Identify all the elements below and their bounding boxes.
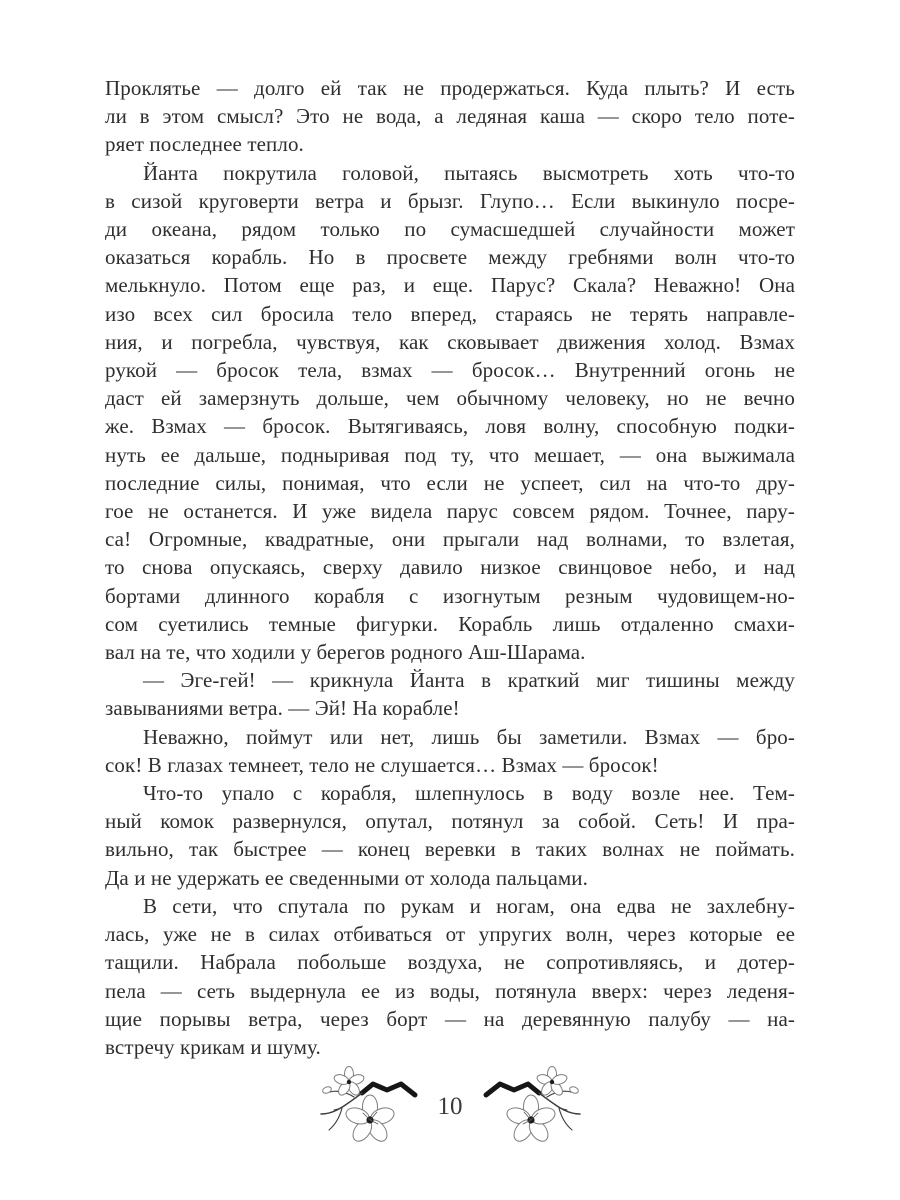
text-line: гое не останется. И уже видела парус совсем рядом. Точнее, пару- <box>105 499 795 524</box>
page-footer <box>105 1063 795 1149</box>
text-line: ный комок развернулся, опутал, потянул за собой. Сеть! И пра- <box>105 809 795 834</box>
blossom-branch-ornament-left <box>318 1065 418 1147</box>
text-line: же. Взмах — бросок. Вытягиваясь, ловя волну, способную подки- <box>105 414 795 439</box>
text-line: — Эге-гей! — крикнула Йанта в краткий миг тишины между <box>143 668 795 693</box>
blossom-branch-ornament-right <box>483 1065 583 1147</box>
text-line: Проклятье — долго ей так не продержаться. Куда плыть? И есть <box>105 76 795 100</box>
paragraph <box>105 779 795 892</box>
paragraph <box>105 666 795 722</box>
paragraph <box>105 74 795 159</box>
text-line: оказаться корабль. Но в просвете между гребнями волн что-то <box>105 245 795 270</box>
text-line: пела — сеть выдернула ее из воды, потянула вверх: через леденя- <box>105 978 795 1003</box>
text-line: последние силы, понимая, что если не успеет, сил на что-то дру- <box>105 470 795 495</box>
text-line: вильно, так быстрее — конец веревки в таких волнах не поймать. <box>105 837 795 862</box>
text-line: ния, и погребла, чувствуя, как сковывает движения холод. Взмах <box>105 329 795 354</box>
text-line: изо всех сил бросила тело вперед, стараясь не терять направле- <box>105 301 795 326</box>
text-line: вал на те, что ходили у берегов родного Аш-Шарама. <box>105 640 586 665</box>
text-line: в сизой круговерти ветра и брызг. Глупо… Если выкинуло посре- <box>105 188 795 213</box>
text-line: ли в этом смысл? Это не вода, а ледяная каша — скоро тело поте- <box>105 104 795 129</box>
text-line: Что-то упало с корабля, шлепнулось в воду возле нее. Тем- <box>143 781 795 806</box>
text-line: В сети, что спутала по рукам и ногам, она едва не захлебну- <box>143 893 795 918</box>
paragraph <box>105 159 795 667</box>
paragraph <box>105 723 795 779</box>
text-line: завываниями ветра. — Эй! На корабле! <box>105 696 460 721</box>
text-line: ряет последнее тепло. <box>105 132 304 157</box>
text-line: Да и не удержать ее сведенными от холода пальцами. <box>105 865 588 890</box>
text-block <box>105 74 795 1061</box>
text-line: са! Огромные, квадратные, они прыгали над волнами, то взлетая, <box>105 527 795 552</box>
text-line: ди океана, рядом только по сумасшедшей случайности может <box>105 217 795 242</box>
text-line: сом суетились темные фигурки. Корабль лишь отдаленно смахи- <box>105 611 795 636</box>
text-line: то снова опускаясь, сверху давило низкое свинцовое небо, и над <box>105 555 795 580</box>
paragraph <box>105 892 795 1061</box>
text-line: тащили. Набрала побольше воздуха, не сопротивляясь, и дотер- <box>105 950 795 975</box>
text-line: рукой — бросок тела, взмах — бросок… Внутренний огонь не <box>105 358 795 383</box>
text-line: Неважно, поймут или нет, лишь бы заметили. Взмах — бро- <box>143 724 795 749</box>
page-number: 10 <box>437 1092 463 1120</box>
text-line: Йанта покрутила головой, пытаясь высмотреть хоть что-то <box>143 160 795 185</box>
text-line: даст ей замерзнуть дольше, чем обычному человеку, но не вечно <box>105 386 795 411</box>
text-line: щие порывы ветра, через борт — на деревянную палубу — на- <box>105 1006 795 1031</box>
text-line: мелькнуло. Потом еще раз, и еще. Парус? Скала? Неважно! Она <box>105 273 795 298</box>
text-line: сок! В глазах темнеет, тело не слушается… Взмах — бросок! <box>105 752 659 777</box>
text-line: бортами длинного корабля с изогнутым резным чудовищем-но- <box>105 583 795 608</box>
text-line: нуть ее дальше, подныривая под ту, что мешает, — она выжимала <box>105 442 795 467</box>
text-line: встречу крикам и шуму. <box>105 1034 321 1059</box>
text-line: лась, уже не в силах отбиваться от упругих волн, через которые ее <box>105 922 795 947</box>
